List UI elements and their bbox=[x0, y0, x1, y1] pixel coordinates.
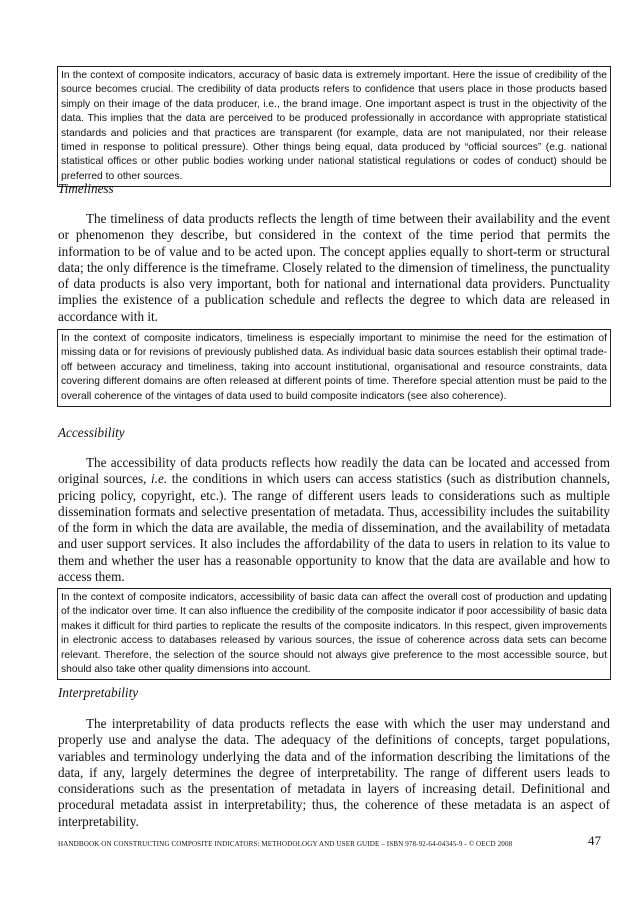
accessibility-ie: i.e. bbox=[151, 471, 168, 487]
accessibility-paragraph bbox=[58, 455, 610, 585]
footer-text: HANDBOOK ON CONSTRUCTING COMPOSITE INDICATORS: METHODOLOGY AND USER GUIDE – ISBN 978-92-64-04345-9 - © OECD 2008 bbox=[58, 840, 513, 848]
interpretability-heading: Interpretability bbox=[58, 685, 139, 700]
timeliness-paragraph: The timeliness of data products reflects the length of time between their availability and the event or phenomenon they describe, but considered in the context of the time period that permits the information to be of value and to be acted upon. The concept applies equally to short-term or structural data; the only difference is the timeframe. Closely related to the dimension of timeliness, the punctuality of data products is also very important, both for national and international data providers. Punctuality implies the existence of a publication schedule and reflects the degree to which data are released in accordance with it. bbox=[58, 211, 610, 324]
timeliness-heading: Timeliness bbox=[58, 181, 114, 196]
accessibility-note-box: In the context of composite indicators, accessibility of basic data can affect the overall cost of production and updating of the indicator over time. It can also influence the credibility of the composite indicator if poor accessibility of basic data makes it difficult for third parties to replicate the results of the composite indicators. In this respect, given improvements in electronic access to databases released by various sources, the issue of coherence across data sets can become relevant. Therefore, the selection of the source should not always give preference to the most accessible source, but should also take other quality dimensions into account. bbox=[57, 588, 611, 680]
accessibility-text-part2: the conditions in which users can access statistics (such as distribution channels, pricing policy, copyright, etc.). The range of different users leads to considerations such as multiple dissemination formats and selective presentation of metadata. Thus, accessibility includes the suitability of the form in which the data are available, the media of dissemination, and the availability of metadata and user support services. It also includes the affordability of the data to users in relation to its value to them and whether the user has a reasonable opportunity to know that the data are available and how to access them. bbox=[58, 471, 611, 585]
interpretability-paragraph: The interpretability of data products reflects the ease with which the user may understand and properly use and analyse the data. The adequacy of the definitions of concepts, target populations, variables and terminology underlying the data and of the information describing the limitations of the data, if any, largely determines the degree of interpretability. The range of different users leads to considerations such as the presentation of metadata in layers of increasing detail. Definitional and procedural metadata assist in interpretability; thus, the coherence of these metadata is an aspect of interpretability. bbox=[58, 716, 610, 829]
accessibility-text-part1: The accessibility of data products reflects how readily the data can be located and accessed from original sources, bbox=[58, 455, 610, 487]
accessibility-heading: Accessibility bbox=[58, 425, 125, 440]
page-number: 47 bbox=[588, 833, 601, 848]
timeliness-note-box: In the context of composite indicators, timeliness is especially important to minimise the need for the estimation of missing data or for revisions of previously published data. As individual basic data sources establish their optimal trade-off between accuracy and timeliness, taking into account institutional, organisational and resource constraints, data covering different domains are often released at different points of time. Therefore special attention must be paid to the overall coherence of the vintages of data used to build composite indicators (see also coherence). bbox=[57, 329, 611, 407]
accuracy-note-box: In the context of composite indicators, accuracy of basic data is extremely important. Here the issue of credibility of the source becomes crucial. The credibility of data products refers to confidence that users place in those products based simply on their image of the data producer, i.e., the brand image. One important aspect is trust in the objectivity of the data. This implies that the data are perceived to be produced professionally in accordance with appropriate statistical standards and policies and that practices are transparent (for example, data are not manipulated, nor their release timed in response to political pressure). Other things being equal, data produced by “official sources” (e.g. national statistical offices or other public bodies working under national statistical regulations or codes of conduct) should be preferred to other sources. bbox=[57, 66, 611, 187]
